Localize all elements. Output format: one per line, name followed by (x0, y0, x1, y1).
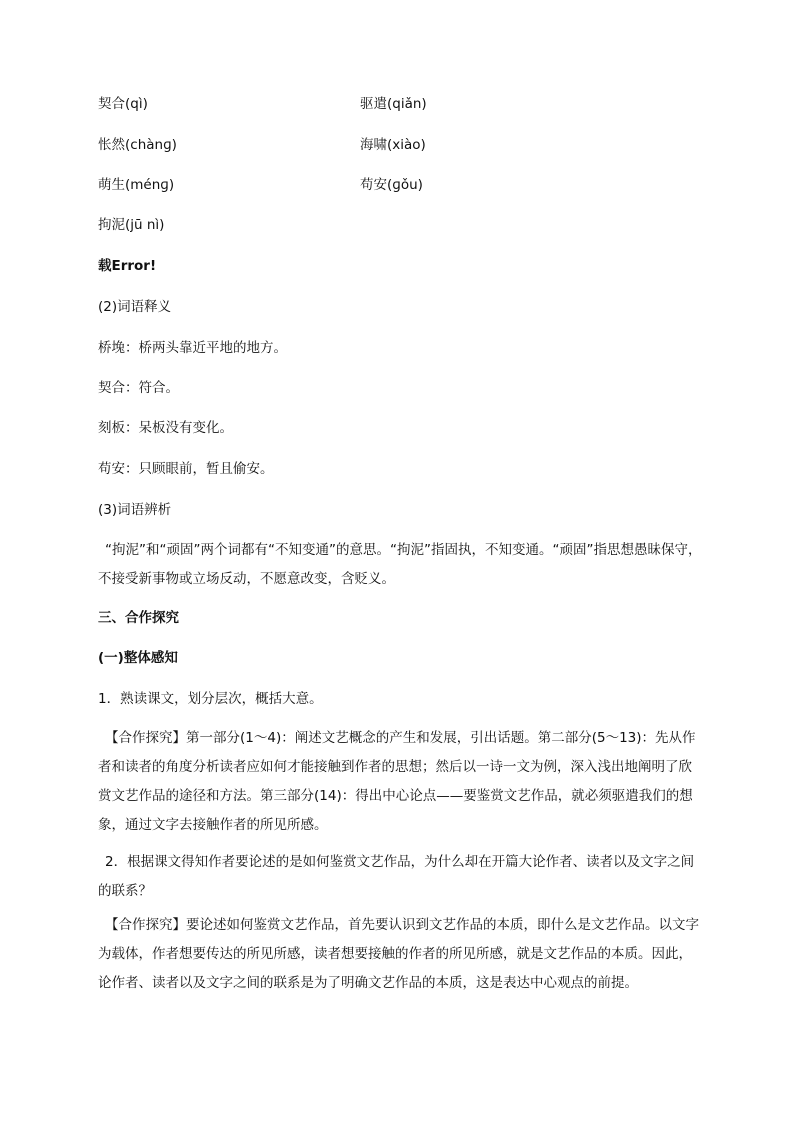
definition-item: 刻板：呆板没有变化。 (98, 420, 233, 436)
answer-2: 【合作探究】要论述如何鉴赏文艺作品，首先要认识到文艺作品的本质，即什么是文艺作品。以文字为载体，作者想要传达的所见所感，读者想要接触的作者的所见所感，就是文艺作品的本质。因此，论作者、读者以及文字之间的联系是为了明确文艺作品的本质，这是表达中心观点的前提。 (98, 917, 699, 991)
distinction-paragraph: “拘泥”和“顽固”两个词都有“不知变通”的意思。“拘泥”指固执，不知变通。“顽固”指思想愚昧保守，不接受新事物或立场反动，不愿意改变，含贬义。 (98, 542, 702, 587)
answer-1: 【合作探究】第一部分(1～4)：阐述文艺概念的产生和发展，引出话题。第二部分(5～13)：先从作者和读者的角度分析读者应如何才能接触到作者的思想；然后以一诗一文为例，深入浅出地阐明了欣赏文艺作品的途径和方法。第三部分(14)：得出中心论点——要鉴赏文艺作品，就必须驱遣我们的想象，通过文字去接触作者的所见所感。 (98, 730, 696, 833)
vocab-pronunciation-haixiao: 海啸(xiào) (360, 137, 426, 153)
question-2: 2．根据课文得知作者要论述的是如何鉴赏文艺作品，为什么却在开篇大论作者、读者以及文字之间的联系？ (98, 854, 695, 899)
definition-item: 桥堍：桥两头靠近平地的地方。 (98, 340, 287, 356)
definition-item: 苟安：只顾眼前，暂且偷安。 (98, 461, 274, 477)
section-heading-word-meanings: (2)词语释义 (98, 299, 172, 315)
part-heading-cooperative-inquiry: 三、合作探究 (98, 610, 179, 626)
subheading-overall-perception: (一)整体感知 (98, 650, 178, 666)
vocab-pronunciation-gouan: 苟安(ɡǒu) (360, 177, 423, 193)
vocab-pronunciation-juni: 拘泥(jū nì) (98, 217, 165, 233)
vocab-pronunciation-changran: 怅然(chànɡ) (98, 137, 177, 153)
vocab-pronunciation-qihe: 契合(qì) (98, 96, 148, 112)
definition-item: 契合：符合。 (98, 380, 179, 396)
section-heading-word-distinction: (3)词语辨析 (98, 502, 172, 518)
question-1: 1．熟读课文，划分层次，概括大意。 (98, 691, 323, 707)
error-line: 载Error! (98, 258, 157, 274)
vocab-pronunciation-mengsheng: 萌生(ménɡ) (98, 177, 175, 193)
vocab-pronunciation-quqian: 驱遣(qiǎn) (360, 96, 427, 112)
